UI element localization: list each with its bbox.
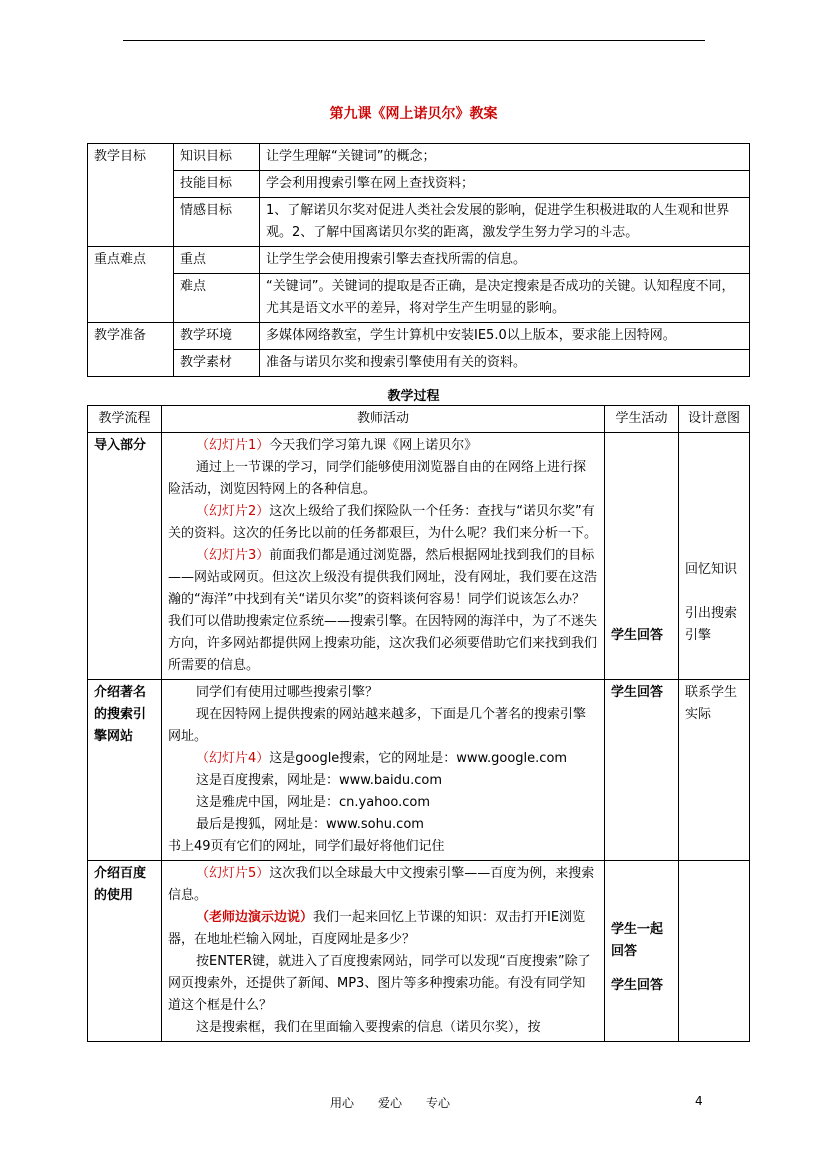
paragraph: 通过上一节课的学习，同学们能够使用浏览器自由的在网络上进行探险活动，浏览因特网上的各种信息。 <box>168 460 587 497</box>
flow-cell: 介绍著名的搜索引擎网站 <box>88 680 162 861</box>
process-table <box>87 405 750 1042</box>
paragraph: 我们可以借助搜索定位系统——搜索引擎。在因特网的海洋中，为了不迷失方向，许多网站都提供网上搜索功能，这次我们必须要借助它们来找到我们所需要的信息。 <box>168 614 598 673</box>
paragraph: （幻灯片3）前面我们都是通过浏览器，然后根据网址找到我们的目标——网站或网页。但这次上级没有提供我们网址，没有网址，我们要在这浩瀚的“海洋”中找到有关“诺贝尔奖”的资料谈何容易！同学们说该怎么办？ <box>168 548 598 607</box>
item-cell: 教学环境 <box>174 323 260 350</box>
student-cell: 学生回答 <box>605 433 679 680</box>
column-header: 教学流程 <box>88 406 162 433</box>
table-row <box>88 433 750 680</box>
footer-text: 用心 爱心 专心 <box>330 1096 451 1110</box>
paragraph: （幻灯片5）这次我们以全球最大中文搜索引擎——百度为例，来搜索信息。 <box>168 866 595 903</box>
paragraph: 这是雅虎中国，网址是：cn.yahoo.com <box>196 795 430 810</box>
table-row <box>88 198 750 247</box>
table-row <box>88 144 750 171</box>
process-title: 教学过程 <box>387 389 440 404</box>
content-cell: 1、了解诺贝尔奖对促进人类社会发展的影响，促进学生积极进取的人生观和世界观。2、了解中国离诺贝尔奖的距离，激发学生努力学习的斗志。 <box>260 198 750 247</box>
intent-cell <box>679 861 750 1042</box>
paragraph: 现在因特网上提供搜索的网站越来越多，下面是几个著名的搜索引擎网址。 <box>168 707 587 744</box>
teacher-cell <box>162 433 605 680</box>
paragraph: （老师边演示边说）我们一起来回忆上节课的知识：双击打开IE浏览器，在地址栏输入网址，百度网址是多少？ <box>168 910 586 947</box>
paragraph: 这是搜索框，我们在里面输入要搜索的信息（诺贝尔奖），按 <box>196 1020 541 1035</box>
table-row <box>88 247 750 274</box>
group-cell: 重点难点 <box>88 247 174 323</box>
column-header: 设计意图 <box>679 406 750 433</box>
page-title: 第九课《网上诺贝尔》教案 <box>329 106 498 122</box>
intent-cell: 回忆知识 引出搜索引擎 <box>679 433 750 680</box>
student-cell: 学生一起回答 学生回答 <box>605 861 679 1042</box>
item-cell: 知识目标 <box>174 144 260 171</box>
paragraph: 这是百度搜索，网址是：www.baidu.com <box>196 773 443 788</box>
item-cell: 教学素材 <box>174 350 260 377</box>
paragraph: （幻灯片2）这次上级给了我们探险队一个任务：查找与“诺贝尔奖”有关的资料。这次的任务比以前的任务都艰巨，为什么呢？我们来分析一下。 <box>168 504 598 541</box>
header-row <box>88 406 750 433</box>
content-cell: 让学生学会使用搜索引擎去查找所需的信息。 <box>260 247 750 274</box>
teacher-cell <box>162 680 605 861</box>
paragraph: 同学们有使用过哪些搜索引擎？ <box>196 685 379 700</box>
teacher-cell <box>162 861 605 1042</box>
page-number: 4 <box>695 1094 703 1108</box>
item-cell: 重点 <box>174 247 260 274</box>
paragraph: 按ENTER键，就进入了百度搜索网站，同学可以发现“百度搜索”除了网页搜索外，还提供了新闻、MP3、图片等多种搜索功能。有没有同学知道这个框是什么？ <box>168 954 591 1013</box>
table-row <box>88 680 750 861</box>
content-cell: “关键词”。关键词的提取是否正确，是决定搜索是否成功的关键。认知程度不同，尤其是语文水平的差异，将对学生产生明显的影响。 <box>260 274 750 323</box>
table-row <box>88 323 750 350</box>
header-rule <box>123 40 705 41</box>
flow-cell: 导入部分 <box>88 433 162 680</box>
group-cell: 教学目标 <box>88 144 174 247</box>
column-header: 教师活动 <box>162 406 605 433</box>
item-cell: 情感目标 <box>174 198 260 247</box>
paragraph: 最后是搜狐，网址是：www.sohu.com <box>196 817 424 832</box>
table-row <box>88 350 750 377</box>
item-cell: 技能目标 <box>174 171 260 198</box>
content-cell: 让学生理解“关键词”的概念； <box>260 144 750 171</box>
paragraph: （幻灯片4）这是google搜索，它的网址是：www.google.com <box>196 751 568 766</box>
group-cell: 教学准备 <box>88 323 174 377</box>
item-cell: 难点 <box>174 274 260 323</box>
content-cell: 学会利用搜索引擎在网上查找资料； <box>260 171 750 198</box>
paragraph: 书上49页有它们的网址，同学们最好将他们记住 <box>168 839 445 854</box>
table-row <box>88 171 750 198</box>
objectives-table <box>87 143 750 377</box>
flow-cell: 介绍百度的使用 <box>88 861 162 1042</box>
intent-cell: 联系学生实际 <box>679 680 750 861</box>
table-row <box>88 861 750 1042</box>
paragraph: （幻灯片1）今天我们学习第九课《网上诺贝尔》 <box>196 438 478 453</box>
content-cell: 准备与诺贝尔奖和搜索引擎使用有关的资料。 <box>260 350 750 377</box>
column-header: 学生活动 <box>605 406 679 433</box>
table-row <box>88 274 750 323</box>
content-cell: 多媒体网络教室，学生计算机中安装IE5.0以上版本，要求能上因特网。 <box>260 323 750 350</box>
student-cell: 学生回答 <box>605 680 679 861</box>
